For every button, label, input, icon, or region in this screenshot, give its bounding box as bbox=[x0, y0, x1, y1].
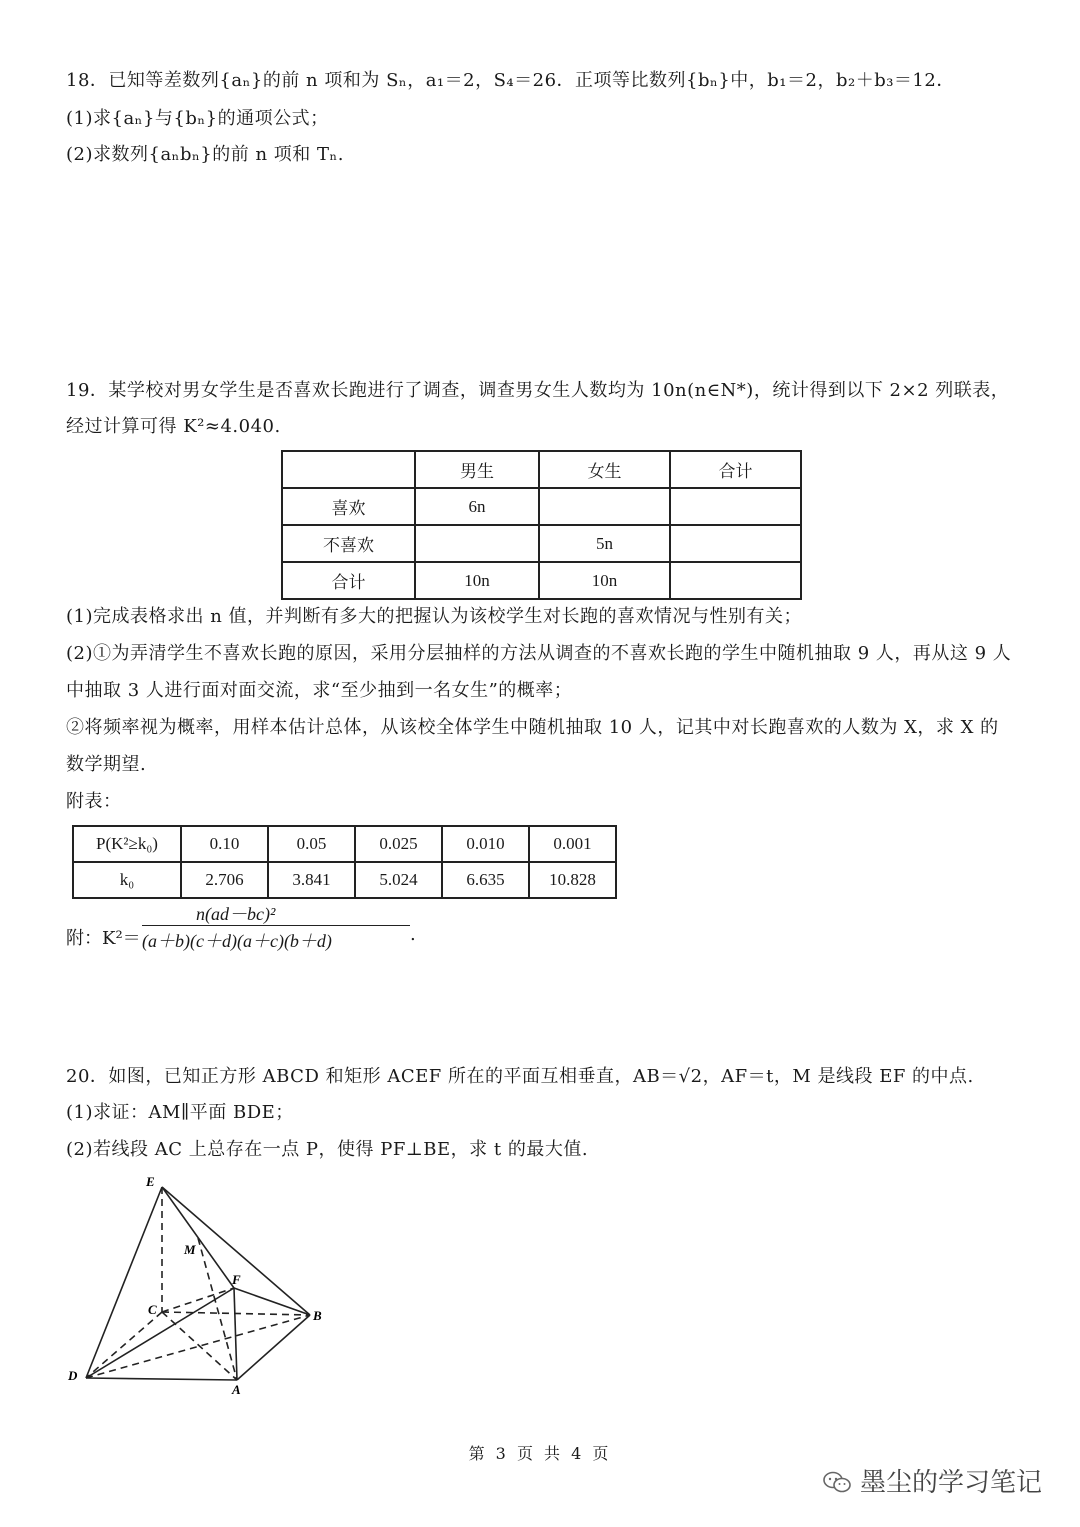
table-cell: P(K²≥k₀) bbox=[73, 826, 181, 862]
table-row bbox=[73, 862, 616, 898]
table-cell bbox=[670, 562, 801, 599]
watermark-text: 墨尘的学习笔记 bbox=[859, 1468, 1042, 1498]
table-cell bbox=[415, 525, 539, 562]
edge-DF bbox=[86, 1288, 234, 1378]
table-row bbox=[282, 562, 801, 599]
q19-part2-line1: (2)①为弄清学生不喜欢长跑的原因，采用分层抽样的方法从调查的不喜欢长跑的学生中随机抽取 9 人，再从这 9 人 bbox=[66, 643, 1012, 664]
q19-part2-line3: ②将频率视为概率，用样本估计总体，从该校全体学生中随机抽取 10 人，记其中对长跑喜欢的人数为 X，求 X 的 bbox=[66, 717, 999, 738]
table-row bbox=[73, 826, 616, 862]
table-cell: 合计 bbox=[670, 451, 801, 488]
table-cell: 合计 bbox=[282, 562, 415, 599]
label-A: A bbox=[232, 1382, 241, 1397]
q18-part1: (1)求{aₙ}与{bₙ}的通项公式； bbox=[66, 108, 329, 129]
table-cell: 6.635 bbox=[442, 862, 529, 898]
table-cell: 男生 bbox=[415, 451, 539, 488]
q19-stem-line2: 经过计算可得 K²≈4.040. bbox=[66, 416, 281, 437]
label-F: F bbox=[232, 1272, 241, 1287]
q19-part1: (1)完成表格求出 n 值，并判断有多大的把握认为该校学生对长跑的喜欢情况与性别有关； bbox=[66, 606, 803, 627]
contingency-table bbox=[281, 450, 802, 600]
label-M: M bbox=[184, 1242, 196, 1257]
watermark bbox=[822, 1462, 1042, 1499]
formula-end: . bbox=[410, 924, 416, 945]
q18-part2: (2)求数列{aₙbₙ}的前 n 项和 Tₙ. bbox=[66, 144, 345, 165]
table-cell: 喜欢 bbox=[282, 488, 415, 525]
table-cell: 6n bbox=[415, 488, 539, 525]
q20-stem: 20．如图，已知正方形 ABCD 和矩形 ACEF 所在的平面互相垂直，AB＝√2，AF＝t，M 是线段 EF 的中点. bbox=[66, 1066, 974, 1087]
label-B: B bbox=[313, 1308, 322, 1323]
page-footer: 第 3 页 共 4 页 bbox=[468, 1444, 612, 1463]
table-cell: 0.001 bbox=[529, 826, 616, 862]
appendix-label: 附表： bbox=[66, 791, 122, 812]
edge-CF bbox=[162, 1288, 234, 1312]
edge-MA bbox=[198, 1238, 237, 1380]
table-cell: 10.828 bbox=[529, 862, 616, 898]
label-D: D bbox=[68, 1368, 78, 1383]
q19-stem-line1: 19．某学校对男女学生是否喜欢长跑进行了调查，调查男女生人数均为 10n(n∈N*)，统计得到以下 2×2 列联表， bbox=[66, 380, 1010, 401]
table-cell: 0.10 bbox=[181, 826, 268, 862]
q18-stem: 18．已知等差数列{aₙ}的前 n 项和为 Sₙ，a₁＝2，S₄＝26．正项等比数列{bₙ}中，b₁＝2，b₂＋b₃＝12． bbox=[66, 70, 955, 91]
table-cell: 不喜欢 bbox=[282, 525, 415, 562]
table-cell: 2.706 bbox=[181, 862, 268, 898]
formula-prefix: 附：K²＝ bbox=[66, 928, 141, 949]
table-cell: 0.05 bbox=[268, 826, 355, 862]
table-cell bbox=[670, 525, 801, 562]
label-C: C bbox=[148, 1302, 157, 1317]
table-cell: 5n bbox=[539, 525, 670, 562]
formula-numerator: n(ad－bc)² bbox=[196, 904, 276, 924]
edge-CA bbox=[162, 1312, 237, 1380]
q20-part2: (2)若线段 AC 上总存在一点 P，使得 PF⊥BE，求 t 的最大值. bbox=[66, 1139, 589, 1160]
table-cell: 10n bbox=[415, 562, 539, 599]
table-row bbox=[282, 525, 801, 562]
geometry-figure bbox=[60, 1170, 340, 1400]
label-E: E bbox=[146, 1174, 155, 1189]
table-row bbox=[282, 488, 801, 525]
table-cell bbox=[539, 488, 670, 525]
table-cell bbox=[282, 451, 415, 488]
table-row bbox=[282, 451, 801, 488]
edge-DB bbox=[86, 1315, 310, 1378]
critical-value-table bbox=[72, 825, 617, 899]
table-cell bbox=[670, 488, 801, 525]
table-cell: 女生 bbox=[539, 451, 670, 488]
table-cell: k₀ bbox=[73, 862, 181, 898]
edge-DA bbox=[86, 1378, 237, 1380]
q20-part1: (1)求证：AM∥平面 BDE； bbox=[66, 1102, 294, 1123]
edge-ED bbox=[86, 1187, 162, 1378]
edge-FA bbox=[234, 1288, 237, 1380]
fraction-bar bbox=[142, 925, 410, 926]
table-cell: 0.025 bbox=[355, 826, 442, 862]
q19-part2-line4: 数学期望. bbox=[66, 754, 147, 775]
table-cell: 10n bbox=[539, 562, 670, 599]
q19-part2-line2: 中抽取 3 人进行面对面交流，求“至少抽到一名女生”的概率； bbox=[66, 680, 573, 701]
table-cell: 0.010 bbox=[442, 826, 529, 862]
edge-CB bbox=[162, 1312, 310, 1315]
edge-EF bbox=[162, 1187, 234, 1288]
table-cell: 3.841 bbox=[268, 862, 355, 898]
formula-denominator: (a＋b)(c＋d)(a＋c)(b＋d) bbox=[142, 931, 332, 951]
edge-FB bbox=[234, 1288, 310, 1315]
table-cell: 5.024 bbox=[355, 862, 442, 898]
wechat-icon bbox=[822, 1470, 852, 1494]
